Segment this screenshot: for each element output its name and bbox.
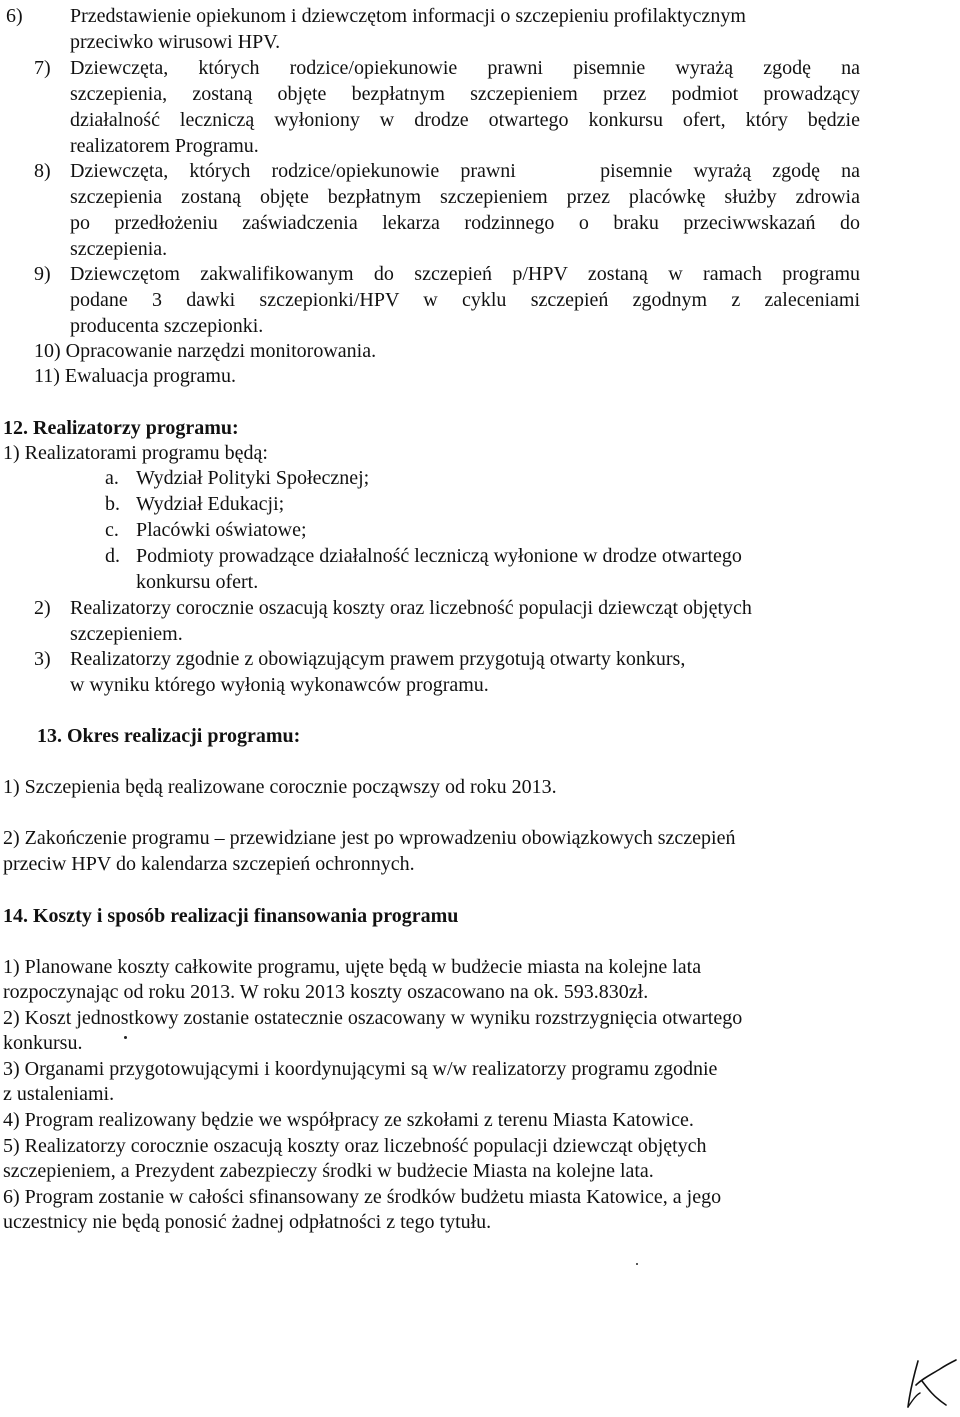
section-12-intro: 1) Realizatorami programu będą: xyxy=(3,442,268,464)
list-item-10: 10) Opracowanie narzędzi monitorowania. xyxy=(34,340,377,362)
list-text-line: Dziewczętom zakwalifikowanym do szczepień p/HPV zostaną w ramach programu xyxy=(70,263,860,285)
list-text-line: Realizatorzy zgodnie z obowiązującym prawem przygotują otwarty konkurs, xyxy=(70,648,686,670)
list-text-line: producenta szczepionki. xyxy=(70,315,264,337)
list-text-line: szczepienia. xyxy=(70,238,168,260)
list-text-line: realizatorem Programu. xyxy=(70,135,259,157)
section-14-line: konkursu. xyxy=(3,1032,83,1054)
handwritten-initials xyxy=(900,1355,958,1417)
section-12-heading: 12. Realizatorzy programu: xyxy=(3,417,239,439)
list-number: 2) xyxy=(34,597,51,619)
list-text-line: w wyniku którego wyłonią wykonawców programu. xyxy=(70,674,489,696)
list-text-line: Dziewczęta, których rodzice/opiekunowie prawni pisemnie wyrażą zgodę na xyxy=(70,160,860,182)
list-text-line: podane 3 dawki szczepionki/HPV w cyklu szczepień zgodnym z zaleceniami xyxy=(70,289,860,311)
sub-letter: c. xyxy=(105,519,119,541)
sub-text: Podmioty prowadzące działalność leczniczą wyłonione w drodze otwartego xyxy=(136,545,742,567)
sub-letter: b. xyxy=(105,493,120,515)
section-14-line: 3) Organami przygotowującymi i koordynującymi są w/w realizatorzy programu zgodnie xyxy=(3,1058,718,1080)
list-text-line: po przedłożeniu zaświadczenia lekarza rodzinnego o braku przeciwwskazań do xyxy=(70,212,860,234)
list-text-line: Przedstawienie opiekunom i dziewczętom informacji o szczepieniu profilaktycznym xyxy=(70,5,746,27)
list-number: 8) xyxy=(34,160,51,182)
section-14-line: szczepieniem, a Prezydent zabezpieczy środki w budżecie Miasta na kolejne lata. xyxy=(3,1160,654,1182)
sub-text: Wydział Edukacji; xyxy=(136,493,285,515)
section-14-line: 2) Koszt jednostkowy zostanie ostatecznie oszacowany w wyniku rozstrzygnięcia otwartego xyxy=(3,1007,743,1029)
stray-dot xyxy=(124,1036,127,1039)
list-item-11: 11) Ewaluacja programu. xyxy=(34,365,236,387)
section-14-line: 6) Program zostanie w całości sfinansowany ze środków budżetu miasta Katowice, a jego xyxy=(3,1186,722,1208)
list-text-line: przeciwko wirusowi HPV. xyxy=(70,31,281,53)
sub-text: Wydział Polityki Społecznej; xyxy=(136,467,370,489)
section-14-line: 5) Realizatorzy corocznie oszacują koszty oraz liczebność populacji dziewcząt objętych xyxy=(3,1135,707,1157)
section-14-line: 1) Planowane koszty całkowite programu, ujęte będą w budżecie miasta na kolejne lata xyxy=(3,956,702,978)
list-text-line: działalność leczniczą wyłoniony w drodze otwartego konkursu ofert, który będzie xyxy=(70,109,860,131)
list-text-line: Realizatorzy corocznie oszacują koszty oraz liczebność populacji dziewcząt objętych xyxy=(70,597,752,619)
list-text-line: Dziewczęta, których rodzice/opiekunowie prawni pisemnie wyrażą zgodę na xyxy=(70,57,860,79)
section-13-p1: 1) Szczepienia będą realizowane corocznie począwszy od roku 2013. xyxy=(3,776,557,798)
sub-letter: d. xyxy=(105,545,120,567)
section-14-line: uczestnicy nie będą ponosić żadnej odpłatności z tego tytułu. xyxy=(3,1211,492,1233)
stray-dot xyxy=(636,1263,638,1265)
sub-letter: a. xyxy=(105,467,119,489)
section-13-p2-line: 2) Zakończenie programu – przewidziane jest po wprowadzeniu obowiązkowych szczepień xyxy=(3,827,736,849)
section-14-line: 4) Program realizowany będzie we współpracy ze szkołami z terenu Miasta Katowice. xyxy=(3,1109,694,1131)
list-text-line: szczepieniem. xyxy=(70,623,183,645)
list-text-line: szczepienia, zostaną objęte bezpłatnym szczepieniem przez podmiot prowadzący xyxy=(70,83,860,105)
list-number: 6) xyxy=(6,5,23,27)
section-13-p2-line: przeciw HPV do kalendarza szczepień ochronnych. xyxy=(3,853,415,875)
section-14-heading: 14. Koszty i sposób realizacji finansowania programu xyxy=(3,905,459,927)
list-number: 7) xyxy=(34,57,51,79)
section-13-heading: 13. Okres realizacji programu: xyxy=(37,725,301,747)
section-14-line: rozpoczynając od roku 2013. W roku 2013 koszty oszacowano na ok. 593.830zł. xyxy=(3,981,649,1003)
section-14-line: z ustaleniami. xyxy=(3,1083,115,1105)
list-number: 9) xyxy=(34,263,51,285)
list-text-line: szczepienia zostaną objęte bezpłatnym szczepieniem przez placówkę służby zdrowia xyxy=(70,186,860,208)
list-number: 3) xyxy=(34,648,51,670)
sub-text: konkursu ofert. xyxy=(136,571,259,593)
sub-text: Placówki oświatowe; xyxy=(136,519,307,541)
